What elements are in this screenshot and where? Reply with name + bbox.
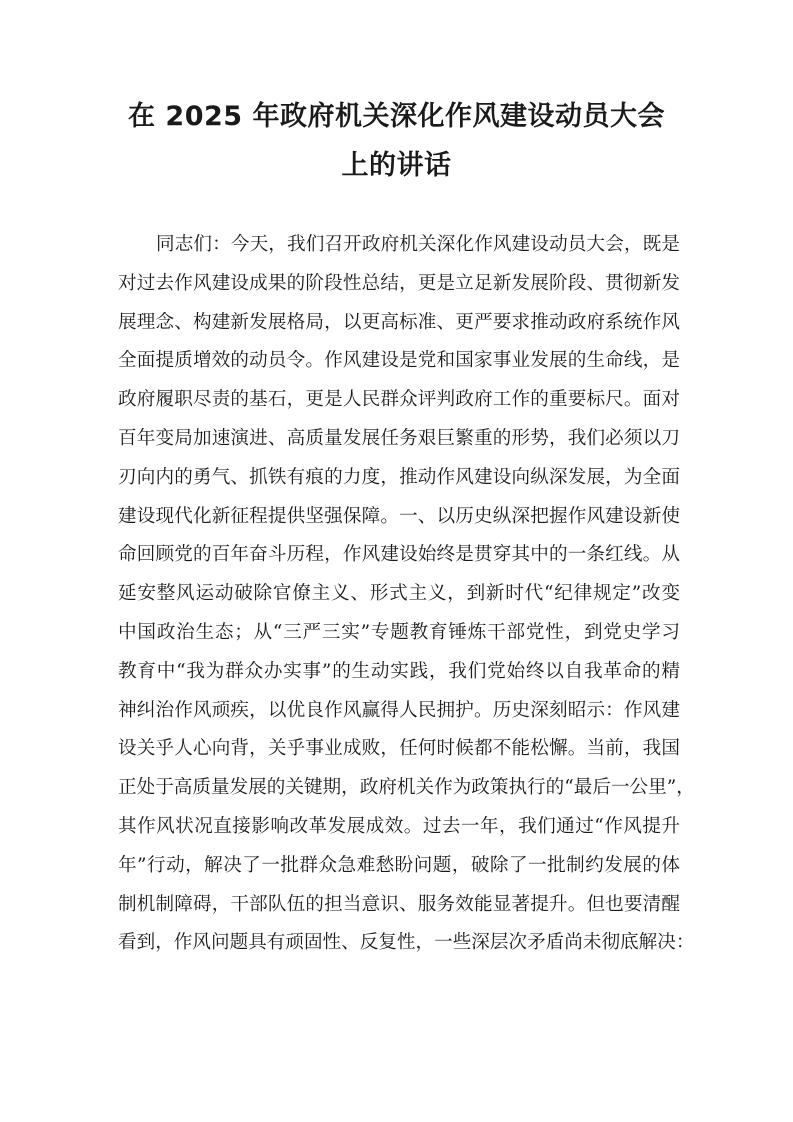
title-line-1: 在 2025 年政府机关深化作风建设动员大会 — [128, 101, 665, 132]
body-line: 延安整风运动破除官僚主义、形式主义，到新时代“纪律规定”改变 — [118, 583, 680, 605]
body-line: 展理念、构建新发展格局，以更高标准、更严要求推动政府系统作风 — [118, 311, 680, 333]
body-line: 全面提质增效的动员令。作风建设是党和国家事业发展的生命线，是 — [118, 350, 680, 372]
body-line: 中国政治生态；从“三严三实”专题教育锤炼干部党性，到党史学习 — [118, 621, 680, 643]
body-line: 建设现代化新征程提供坚强保障。一、以历史纵深把握作风建设新使 — [118, 505, 680, 527]
body-line: 制机制障碍，干部队伍的担当意识、服务效能显著提升。但也要清醒 — [118, 893, 680, 915]
body-line: 看到，作风问题具有顽固性、反复性，一些深层次矛盾尚未彻底解决： — [118, 932, 695, 954]
body-line: 同志们：今天，我们召开政府机关深化作风建设动员大会，既是 — [156, 234, 680, 255]
body-line: 设关乎人心向背，关乎事业成败，任何时候都不能松懈。当前，我国 — [118, 738, 680, 760]
body-line: 正处于高质量发展的关键期，政府机关作为政策执行的“最后一公里”， — [118, 777, 695, 799]
body-line: 政府履职尽责的基石，更是人民群众评判政府工作的重要标尺。面对 — [118, 389, 680, 411]
body-line: 神纠治作风顽疾，以优良作风赢得人民拥护。历史深刻昭示：作风建 — [118, 699, 680, 721]
body-line: 百年变局加速演进、高质量发展任务艰巨繁重的形势，我们必须以刀 — [118, 427, 680, 449]
body-line: 刃向内的勇气、抓铁有痕的力度，推动作风建设向纵深发展，为全面 — [118, 466, 680, 488]
body-line: 年”行动，解决了一批群众急难愁盼问题，破除了一批制约发展的体 — [118, 854, 680, 876]
body-line: 教育中“我为群众办实事”的生动实践，我们党始终以自我革命的精 — [118, 660, 680, 682]
speech-body — [118, 226, 695, 963]
title-line-2: 上的讲话 — [341, 150, 452, 181]
body-line: 对过去作风建设成果的阶段性总结，更是立足新发展阶段、贯彻新发 — [118, 272, 680, 294]
body-line: 命回顾党的百年奋斗历程，作风建设始终是贯穿其中的一条红线。从 — [118, 544, 680, 566]
body-line: 其作风状况直接影响改革发展成效。过去一年，我们通过“作风提升 — [118, 815, 680, 837]
page-title — [100, 92, 693, 190]
